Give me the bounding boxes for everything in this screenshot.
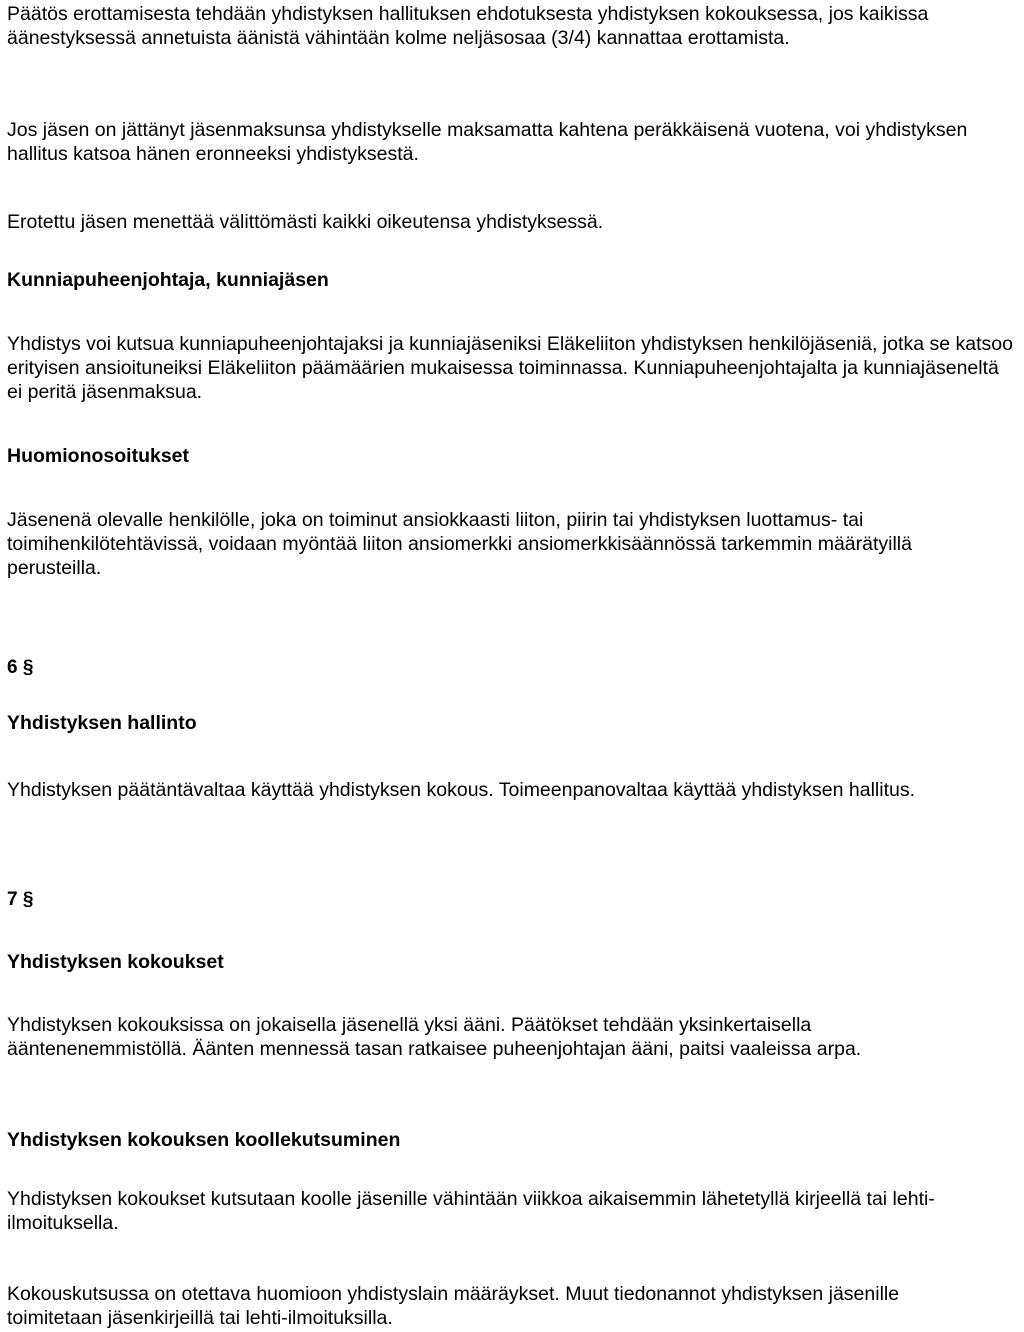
paragraph-unpaid-fees: Jos jäsen on jättänyt jäsenmaksunsa yhdistykselle maksamatta kahtena peräkkäisenä vuotena, voi yhdistyksen hallitus katsoa hänen eronneeksi yhdistyksestä. [7, 119, 968, 165]
paragraph-decision-power: Yhdistyksen päätäntävaltaa käyttää yhdistyksen kokous. Toimeenpanovaltaa käyttää yhdistyksen hallitus. [7, 779, 916, 801]
heading-meeting-convening: Yhdistyksen kokouksen koollekutsuminen [7, 1129, 401, 1151]
heading-meetings: Yhdistyksen kokoukset [7, 951, 224, 973]
heading-honorary-chair: Kunniapuheenjohtaja, kunniajäsen [7, 269, 329, 291]
paragraph-meeting-invitation: Yhdistyksen kokoukset kutsutaan koolle jäsenille vähintään viikkoa aikaisemmin lähetetyllä kirjeellä tai lehti-ilmoituksella. [7, 1188, 935, 1234]
paragraph-notices: Kokouskutsussa on otettava huomioon yhdistyslain määräykset. Muut tiedonannot yhdistyksen jäsenille toimitetaan jäsenkirjeillä tai lehti-ilmoituksilla. [7, 1283, 900, 1329]
heading-recognitions: Huomionosoitukset [7, 445, 190, 467]
paragraph-expelled-rights: Erotettu jäsen menettää välittömästi kaikki oikeutensa yhdistyksessä. [7, 211, 604, 233]
section-number-7: 7 § [7, 889, 34, 910]
heading-administration: Yhdistyksen hallinto [7, 712, 197, 734]
paragraph-merit-badge: Jäsenenä olevalle henkilölle, joka on toiminut ansiokkaasti liiton, piirin tai yhdistyksen luottamus- tai toimihenkilötehtävissä, voidaan myöntää liiton ansiomerkki ansiomerkkisäännössä tarkemmin määrätyillä perusteilla. [7, 509, 912, 579]
paragraph-honorary-members: Yhdistys voi kutsua kunniapuheenjohtajaksi ja kunniajäseniksi Eläkeliiton yhdistyksen henkilöjäseniä, jotka se katsoo erityisen ansioituneiksi Eläkeliiton päämäärien mukaisessa toiminnassa. Kunniapuheenjohtajalta ja kunniajäseneltä ei peritä jäsenmaksua. [7, 333, 1013, 403]
paragraph-voting: Yhdistyksen kokouksissa on jokaisella jäsenellä yksi ääni. Päätökset tehdään yksinkertaisella ääntenenemmistöllä. Äänten mennessä tasan ratkaisee puheenjohtajan ääni, paitsi vaaleissa arpa. [7, 1014, 862, 1060]
section-number-6: 6 § [7, 657, 34, 678]
paragraph-expulsion-decision: Päätös erottamisesta tehdään yhdistyksen hallituksen ehdotuksesta yhdistyksen kokouksessa, jos kaikissa äänestyksessä annetuista äänistä vähintään kolme neljäsosaa (3/4) kannattaa erottamista. [7, 3, 929, 49]
